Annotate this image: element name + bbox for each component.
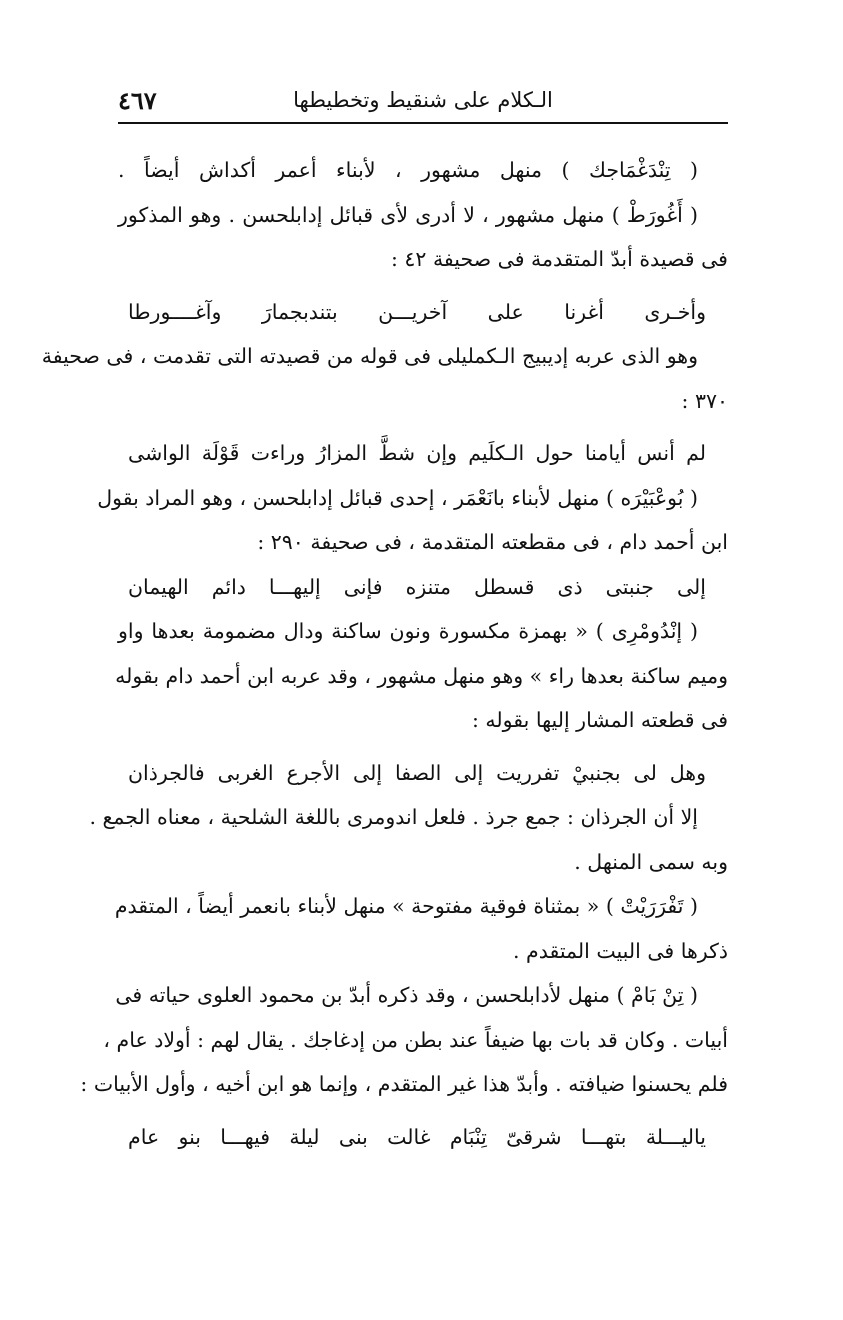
verse-line: وهل لى بجنبيْ تفرريت إلى الصفا إلى الأجرع الغربى فالجرذان (128, 760, 706, 785)
text-line: ابن أحمد دام ، فى مقطعته المتقدمة ، فى صحيفة ٢٩٠ : (257, 530, 728, 554)
header-rule (118, 122, 728, 124)
text-line: ذكرها فى البيت المتقدم . (513, 938, 728, 963)
running-title: الـكلام على شنقيط وتخطيطها (293, 88, 553, 112)
text-line: وبه سمى المنهل . (574, 849, 728, 874)
text-line: ٣٧٠ : (681, 388, 728, 413)
text-line: إلا أن الجرذان : جمع جرذ . فلعل اندومرى باللغة الشلحية ، معناه الجمع . (89, 805, 698, 829)
verse-line: إلى جنبتى ذى قسطل متنزه فإنى إليهـــا دائم الهيمان (128, 574, 706, 599)
text-line: فى قصيدة أبدّ المتقدمة فى صحيفة ٤٢ : (390, 247, 728, 271)
text-line: ( تِنْدَغْمَاجك ) منهل مشهور ، لأبناء أعمر أكداش أيضاً . (118, 158, 698, 182)
text-line: ( إنْدُومْرِى ) « بهمزة مكسورة ونون ساكنة ودال مضمومة بعدها واو (118, 619, 698, 643)
text-line: ( تِنْ بَامْ ) منهل لأدابلحسن ، وقد ذكره أبدّ بن محمود العلوى حياته فى (115, 983, 698, 1007)
text-line: وميم ساكنة بعدها راء » وهو منهل مشهور ، وقد عربه ابن أحمد دام بقوله (115, 663, 728, 688)
page-number: ٤٦٧ (118, 86, 157, 115)
page-header (118, 84, 728, 120)
text-line: فى قطعته المشار إليها بقوله : (471, 708, 728, 732)
verse-line: وأخـرى أغرنا على آخريـــن بتندبجمارَ وآغــــورطا (128, 299, 706, 324)
body-text (41, 148, 728, 1159)
text-line: ( تَفْرَرَيْتْ ) « بمثناة فوقية مفتوحة » منهل لأبناء بانعمر أيضاً ، المتقدم (114, 894, 698, 918)
text-line: ( أَغُورَطْ ) منهل مشهور ، لا أدرى لأى قبائل إدابلحسن . وهو المذكور (118, 202, 698, 227)
text-line: ( بُوعْبَيْرَه ) منهل لأبناء بانَعْمَر ، إحدى قبائل إدابلحسن ، وهو المراد بقول (97, 485, 698, 510)
verse-line: ياليـــلة بتهـــا شرقىّ تِنْبَام غالت بنى ليلة فيهـــا بنو عام (128, 1124, 706, 1149)
verse-line: لم أنس أيامنا حول الـكلَيم وإن شطَّ المزارُ وراءت قَوْلَة الواشى (128, 441, 706, 465)
text-line: أبيات . وكان قد بات بها ضيفاً عند بطن من إدغاجك . يقال لهم : أولاد عام ، (103, 1027, 728, 1052)
text-line: وهو الذى عربه إديبيج الـكمليلى فى قوله من قصيدته التى تقدمت ، فى صحيفة (41, 344, 698, 368)
text-line: فلم يحسنوا ضيافته . وأبدّ هذا غير المتقدم ، وإنما هو ابن أخيه ، وأول الأبيات : (80, 1072, 728, 1096)
